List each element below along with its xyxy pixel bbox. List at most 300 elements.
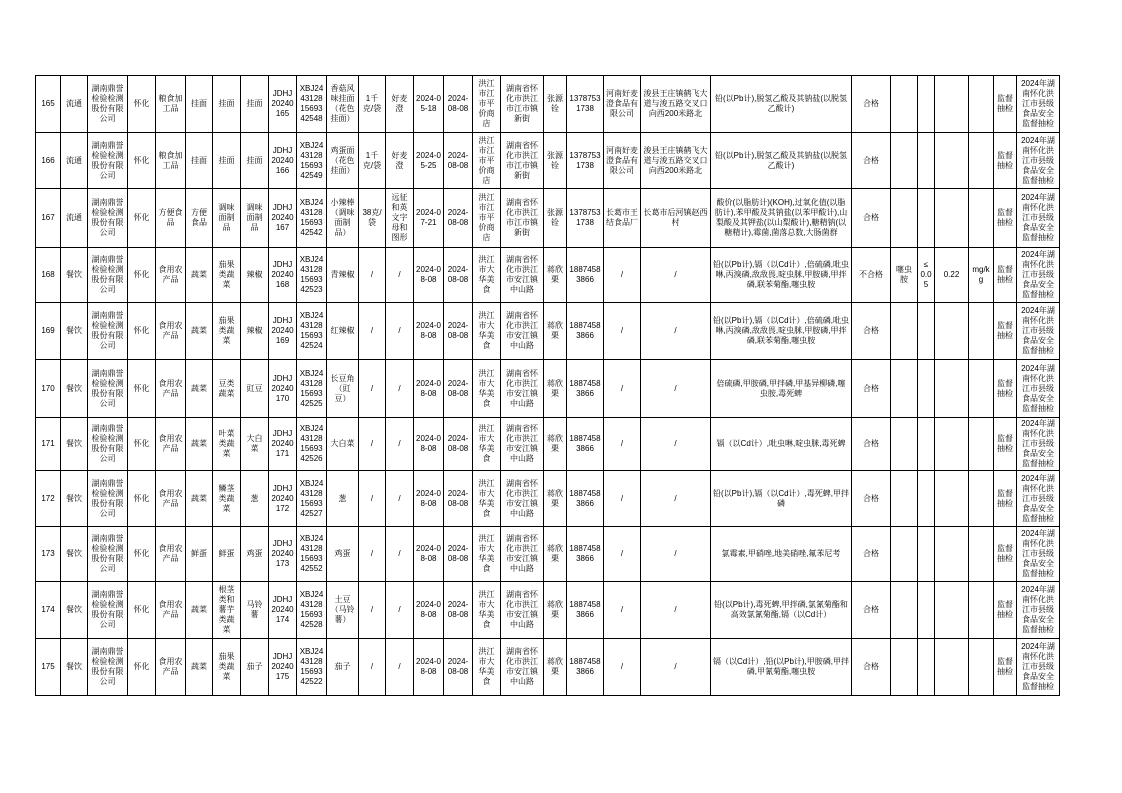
cell-producer-address: 浚县王庄镇鹤飞大道与浚五路交叉口向西200米路北 xyxy=(641,76,711,133)
cell-inspection-type: 监督抽检 xyxy=(994,248,1017,303)
cell-sample-name: 香菇风味挂面（花色挂面） xyxy=(327,76,359,133)
cell-producer: / xyxy=(604,248,641,303)
cell-measured-value: 0.22 xyxy=(935,248,969,303)
cell-standard-value xyxy=(918,303,935,360)
cell-sampled-unit-address: 湖南省怀化市洪江市安江镇中山路 xyxy=(501,418,544,471)
cell-measured-value xyxy=(935,527,969,582)
cell-brand: 远征和英文字母和图形 xyxy=(386,189,414,248)
cell-unit xyxy=(969,303,994,360)
cell-sample-no: XBJ24431281569342527 xyxy=(297,471,327,527)
cell-unit xyxy=(969,639,994,696)
cell-food-item: 挂面 xyxy=(241,133,269,189)
cell-failed-item xyxy=(891,639,918,696)
cell-contact-phone: 13787531738 xyxy=(567,133,604,189)
cell-spec: / xyxy=(359,248,386,303)
cell-brand: / xyxy=(386,360,414,418)
cell-food-item: 马铃薯 xyxy=(241,582,269,639)
cell-task-source: 2024年湖南怀化洪江市县级食品安全监督抽检 xyxy=(1017,133,1060,189)
cell-inspection-type: 监督抽检 xyxy=(994,527,1017,582)
cell-task-source: 2024年湖南怀化洪江市县级食品安全监督抽检 xyxy=(1017,582,1060,639)
cell-seq: 172 xyxy=(36,471,61,527)
inspection-results-table xyxy=(35,75,1060,696)
cell-task-no: JDHJ20240174 xyxy=(269,582,297,639)
cell-food-item: 辣椒 xyxy=(241,303,269,360)
cell-inspection-date: 2024-08-08 xyxy=(444,639,473,696)
cell-task-source: 2024年湖南怀化洪江市县级食品安全监督抽检 xyxy=(1017,189,1060,248)
cell-sampled-unit: 洪江市大华美食 xyxy=(473,418,501,471)
cell-sample-no: XBJ24431281569342525 xyxy=(297,360,327,418)
cell-food-type: 叶菜类蔬菜 xyxy=(213,418,241,471)
cell-producer-address: / xyxy=(641,360,711,418)
cell-standard-value xyxy=(918,582,935,639)
cell-seq: 165 xyxy=(36,76,61,133)
cell-conclusion: 合格 xyxy=(852,303,891,360)
cell-region: 怀化 xyxy=(128,639,156,696)
cell-brand: / xyxy=(386,582,414,639)
cell-task-no: JDHJ20240170 xyxy=(269,360,297,418)
cell-unit xyxy=(969,582,994,639)
cell-producer: / xyxy=(604,582,641,639)
cell-measured-value xyxy=(935,360,969,418)
cell-sampled-unit: 洪江市大华美食 xyxy=(473,360,501,418)
cell-producer: / xyxy=(604,471,641,527)
cell-sampling-link: 餐饮 xyxy=(61,360,88,418)
cell-producer: / xyxy=(604,360,641,418)
cell-task-no: JDHJ20240171 xyxy=(269,418,297,471)
cell-task-source: 2024年湖南怀化洪江市县级食品安全监督抽检 xyxy=(1017,248,1060,303)
cell-contact-phone: 18874583866 xyxy=(567,303,604,360)
cell-producer-address: / xyxy=(641,639,711,696)
cell-producer-address: / xyxy=(641,418,711,471)
cell-spec: / xyxy=(359,582,386,639)
cell-production-date: 2024-08-08 xyxy=(414,360,444,418)
cell-region: 怀化 xyxy=(128,248,156,303)
cell-production-date: 2024-08-08 xyxy=(414,639,444,696)
cell-inspection-org: 湖南鼎誉检验检测股份有限公司 xyxy=(88,582,128,639)
cell-inspection-type: 监督抽检 xyxy=(994,360,1017,418)
table-row xyxy=(36,582,1060,639)
cell-inspection-type: 监督抽检 xyxy=(994,189,1017,248)
cell-food-subcategory: 方便食品 xyxy=(186,189,213,248)
cell-failed-item xyxy=(891,360,918,418)
cell-sampled-unit-address: 湖南省怀化市洪江市安江镇中山路 xyxy=(501,639,544,696)
cell-contact-name: 蒋欣栗 xyxy=(544,471,567,527)
cell-seq: 170 xyxy=(36,360,61,418)
cell-failed-item xyxy=(891,471,918,527)
cell-food-type: 茄果类蔬菜 xyxy=(213,248,241,303)
cell-food-category: 食用农产品 xyxy=(156,303,186,360)
table-row xyxy=(36,76,1060,133)
cell-brand: / xyxy=(386,527,414,582)
cell-sampled-unit-address: 湖南省怀化市洪江市安江镇中山路 xyxy=(501,248,544,303)
cell-food-category: 食用农产品 xyxy=(156,418,186,471)
cell-sampled-unit-address: 湖南省怀化市洪江市安江镇中山路 xyxy=(501,582,544,639)
cell-sampled-unit-address: 湖南省怀化市洪江市江市镇新街 xyxy=(501,189,544,248)
table-row xyxy=(36,303,1060,360)
cell-inspection-items: 酸价(以脂肪计)(KOH),过氧化值(以脂肪计),苯甲酸及其钠盐(以苯甲酸计),山梨酸及其钾盐(以山梨酸计),糖精钠(以糖精计),霉菌,菌落总数,大肠菌群 xyxy=(711,189,852,248)
cell-standard-value xyxy=(918,471,935,527)
cell-inspection-items: 镉（以Cd计）,吡虫啉,啶虫脒,毒死蜱 xyxy=(711,418,852,471)
cell-unit xyxy=(969,471,994,527)
cell-failed-item xyxy=(891,76,918,133)
cell-standard-value xyxy=(918,639,935,696)
cell-food-category: 食用农产品 xyxy=(156,360,186,418)
cell-unit xyxy=(969,418,994,471)
cell-sample-no: XBJ24431281569342542 xyxy=(297,189,327,248)
cell-spec: / xyxy=(359,471,386,527)
cell-contact-name: 蒋欣栗 xyxy=(544,303,567,360)
cell-food-type: 豆类蔬菜 xyxy=(213,360,241,418)
cell-unit xyxy=(969,360,994,418)
cell-region: 怀化 xyxy=(128,418,156,471)
cell-sampled-unit-address: 湖南省怀化市洪江市江市镇新街 xyxy=(501,76,544,133)
cell-sampled-unit-address: 湖南省怀化市洪江市安江镇中山路 xyxy=(501,527,544,582)
cell-region: 怀化 xyxy=(128,133,156,189)
cell-sampling-link: 餐饮 xyxy=(61,248,88,303)
cell-unit xyxy=(969,133,994,189)
cell-contact-phone: 18874583866 xyxy=(567,360,604,418)
cell-food-category: 食用农产品 xyxy=(156,248,186,303)
cell-sampled-unit: 洪江市大华美食 xyxy=(473,248,501,303)
cell-inspection-type: 监督抽检 xyxy=(994,418,1017,471)
cell-task-no: JDHJ20240169 xyxy=(269,303,297,360)
cell-producer-address: / xyxy=(641,527,711,582)
cell-contact-name: 蒋欣栗 xyxy=(544,527,567,582)
cell-inspection-org: 湖南鼎誉检验检测股份有限公司 xyxy=(88,303,128,360)
cell-sampled-unit-address: 湖南省怀化市洪江市安江镇中山路 xyxy=(501,360,544,418)
cell-region: 怀化 xyxy=(128,189,156,248)
cell-contact-phone: 18874583866 xyxy=(567,639,604,696)
cell-seq: 169 xyxy=(36,303,61,360)
cell-spec: 38克/袋 xyxy=(359,189,386,248)
cell-inspection-date: 2024-08-08 xyxy=(444,360,473,418)
cell-sampling-link: 流通 xyxy=(61,76,88,133)
cell-inspection-items: 铅(以Pb计),镉（以Cd计）,倍硫磷,吡虫啉,丙溴磷,敌敌畏,啶虫脒,甲胺磷,甲拌磷,联苯菊酯,噻虫胺 xyxy=(711,248,852,303)
cell-region: 怀化 xyxy=(128,582,156,639)
cell-food-type: 挂面 xyxy=(213,76,241,133)
cell-inspection-items: 铅(以Pb计),镉（以Cd计）,毒死蜱,甲拌磷 xyxy=(711,471,852,527)
cell-failed-item xyxy=(891,303,918,360)
cell-task-source: 2024年湖南怀化洪江市县级食品安全监督抽检 xyxy=(1017,76,1060,133)
cell-contact-name: 蒋欣栗 xyxy=(544,360,567,418)
cell-sample-name: 鸡蛋 xyxy=(327,527,359,582)
cell-production-date: 2024-05-25 xyxy=(414,133,444,189)
cell-sample-no: XBJ24431281569342526 xyxy=(297,418,327,471)
cell-conclusion: 合格 xyxy=(852,418,891,471)
cell-measured-value xyxy=(935,189,969,248)
cell-producer-address: / xyxy=(641,248,711,303)
cell-task-source: 2024年湖南怀化洪江市县级食品安全监督抽检 xyxy=(1017,471,1060,527)
cell-measured-value xyxy=(935,303,969,360)
cell-measured-value xyxy=(935,471,969,527)
cell-inspection-type: 监督抽检 xyxy=(994,303,1017,360)
cell-task-no: JDHJ20240166 xyxy=(269,133,297,189)
cell-sample-name: 长豆角（豇豆） xyxy=(327,360,359,418)
cell-spec: / xyxy=(359,639,386,696)
cell-standard-value xyxy=(918,133,935,189)
cell-spec: / xyxy=(359,303,386,360)
cell-sampling-link: 餐饮 xyxy=(61,418,88,471)
cell-inspection-date: 2024-08-08 xyxy=(444,527,473,582)
cell-unit xyxy=(969,527,994,582)
cell-seq: 174 xyxy=(36,582,61,639)
cell-food-type: 挂面 xyxy=(213,133,241,189)
cell-task-no: JDHJ20240165 xyxy=(269,76,297,133)
table-row xyxy=(36,133,1060,189)
cell-region: 怀化 xyxy=(128,527,156,582)
cell-task-source: 2024年湖南怀化洪江市县级食品安全监督抽检 xyxy=(1017,639,1060,696)
cell-food-item: 豇豆 xyxy=(241,360,269,418)
cell-producer: / xyxy=(604,527,641,582)
cell-inspection-date: 2024-08-08 xyxy=(444,76,473,133)
cell-standard-value xyxy=(918,76,935,133)
cell-inspection-date: 2024-08-08 xyxy=(444,582,473,639)
cell-sampled-unit: 洪江市大华美食 xyxy=(473,527,501,582)
cell-food-item: 茄子 xyxy=(241,639,269,696)
cell-contact-name: 蒋欣栗 xyxy=(544,582,567,639)
cell-inspection-org: 湖南鼎誉检验检测股份有限公司 xyxy=(88,76,128,133)
cell-seq: 167 xyxy=(36,189,61,248)
cell-inspection-items: 倍硫磷,甲胺磷,甲拌磷,甲基异柳磷,噻虫胺,毒死蜱 xyxy=(711,360,852,418)
cell-producer: 长葛市王结食品厂 xyxy=(604,189,641,248)
cell-food-type: 茄果类蔬菜 xyxy=(213,639,241,696)
cell-food-type: 鳞茎类蔬菜 xyxy=(213,471,241,527)
cell-inspection-type: 监督抽检 xyxy=(994,582,1017,639)
cell-measured-value xyxy=(935,76,969,133)
cell-food-category: 食用农产品 xyxy=(156,527,186,582)
cell-contact-phone: 18874583866 xyxy=(567,582,604,639)
cell-food-type: 茄果类蔬菜 xyxy=(213,303,241,360)
cell-contact-name: 蒋欣栗 xyxy=(544,639,567,696)
cell-inspection-date: 2024-08-08 xyxy=(444,418,473,471)
cell-sampling-link: 流通 xyxy=(61,189,88,248)
cell-inspection-items: 铅(以Pb计),毒死蜱,甲拌磷,氯氰菊酯和高效氯氰菊酯,镉（以Cd计） xyxy=(711,582,852,639)
cell-sampling-link: 流通 xyxy=(61,133,88,189)
cell-food-subcategory: 蔬菜 xyxy=(186,582,213,639)
cell-inspection-type: 监督抽检 xyxy=(994,471,1017,527)
cell-seq: 166 xyxy=(36,133,61,189)
cell-food-type: 鲜蛋 xyxy=(213,527,241,582)
cell-food-item: 调味面制品 xyxy=(241,189,269,248)
cell-production-date: 2024-08-08 xyxy=(414,248,444,303)
cell-task-source: 2024年湖南怀化洪江市县级食品安全监督抽检 xyxy=(1017,360,1060,418)
cell-contact-phone: 18874583866 xyxy=(567,471,604,527)
cell-standard-value xyxy=(918,527,935,582)
cell-inspection-org: 湖南鼎誉检验检测股份有限公司 xyxy=(88,248,128,303)
table-row xyxy=(36,639,1060,696)
cell-production-date: 2024-08-08 xyxy=(414,582,444,639)
cell-spec: 1千克/袋 xyxy=(359,76,386,133)
cell-inspection-org: 湖南鼎誉检验检测股份有限公司 xyxy=(88,360,128,418)
cell-inspection-org: 湖南鼎誉检验检测股份有限公司 xyxy=(88,471,128,527)
cell-food-subcategory: 挂面 xyxy=(186,133,213,189)
cell-sample-no: XBJ24431281569342552 xyxy=(297,527,327,582)
cell-inspection-org: 湖南鼎誉检验检测股份有限公司 xyxy=(88,639,128,696)
cell-food-category: 粮食加工品 xyxy=(156,133,186,189)
cell-inspection-org: 湖南鼎誉检验检测股份有限公司 xyxy=(88,133,128,189)
cell-region: 怀化 xyxy=(128,360,156,418)
cell-inspection-date: 2024-08-08 xyxy=(444,248,473,303)
cell-sample-name: 青辣椒 xyxy=(327,248,359,303)
cell-failed-item xyxy=(891,189,918,248)
cell-standard-value xyxy=(918,360,935,418)
cell-producer: / xyxy=(604,418,641,471)
cell-sampling-link: 餐饮 xyxy=(61,639,88,696)
cell-unit xyxy=(969,76,994,133)
cell-conclusion: 合格 xyxy=(852,133,891,189)
cell-food-category: 食用农产品 xyxy=(156,582,186,639)
cell-food-item: 辣椒 xyxy=(241,248,269,303)
table-row xyxy=(36,248,1060,303)
cell-measured-value xyxy=(935,639,969,696)
cell-standard-value xyxy=(918,418,935,471)
cell-food-subcategory: 蔬菜 xyxy=(186,418,213,471)
table-row xyxy=(36,360,1060,418)
cell-contact-name: 张源铨 xyxy=(544,189,567,248)
cell-brand: 好麦澄 xyxy=(386,76,414,133)
table-row xyxy=(36,189,1060,248)
cell-producer: 河南好麦澄食品有限公司 xyxy=(604,133,641,189)
cell-sample-name: 大白菜 xyxy=(327,418,359,471)
cell-conclusion: 合格 xyxy=(852,76,891,133)
cell-brand: / xyxy=(386,471,414,527)
cell-inspection-org: 湖南鼎誉检验检测股份有限公司 xyxy=(88,189,128,248)
cell-inspection-type: 监督抽检 xyxy=(994,76,1017,133)
cell-contact-name: 蒋欣栗 xyxy=(544,418,567,471)
cell-contact-phone: 13787531738 xyxy=(567,189,604,248)
cell-task-source: 2024年湖南怀化洪江市县级食品安全监督抽检 xyxy=(1017,527,1060,582)
cell-unit xyxy=(969,189,994,248)
cell-region: 怀化 xyxy=(128,76,156,133)
cell-region: 怀化 xyxy=(128,303,156,360)
cell-sampled-unit: 洪江市大华美食 xyxy=(473,303,501,360)
cell-sampled-unit: 洪江市大华美食 xyxy=(473,639,501,696)
cell-measured-value xyxy=(935,418,969,471)
cell-sample-no: XBJ24431281569342549 xyxy=(297,133,327,189)
cell-task-no: JDHJ20240175 xyxy=(269,639,297,696)
cell-contact-name: 张源铨 xyxy=(544,76,567,133)
cell-inspection-items: 铅(以Pb计),脱氢乙酸及其钠盐(以脱氢乙酸计) xyxy=(711,133,852,189)
cell-brand: 好麦澄 xyxy=(386,133,414,189)
cell-conclusion: 不合格 xyxy=(852,248,891,303)
cell-sampling-link: 餐饮 xyxy=(61,471,88,527)
cell-sample-name: 土豆（马铃薯） xyxy=(327,582,359,639)
cell-inspection-date: 2024-08-08 xyxy=(444,189,473,248)
cell-inspection-org: 湖南鼎誉检验检测股份有限公司 xyxy=(88,418,128,471)
cell-inspection-date: 2024-08-08 xyxy=(444,133,473,189)
cell-food-subcategory: 蔬菜 xyxy=(186,360,213,418)
cell-failed-item xyxy=(891,418,918,471)
cell-sample-no: XBJ24431281569342548 xyxy=(297,76,327,133)
cell-sample-no: XBJ24431281569342524 xyxy=(297,303,327,360)
cell-sampled-unit-address: 湖南省怀化市洪江市安江镇中山路 xyxy=(501,303,544,360)
cell-sampling-link: 餐饮 xyxy=(61,582,88,639)
cell-contact-phone: 18874583866 xyxy=(567,248,604,303)
cell-sample-no: XBJ24431281569342523 xyxy=(297,248,327,303)
cell-food-type: 根茎类和薯芋类蔬菜 xyxy=(213,582,241,639)
cell-contact-name: 蒋欣栗 xyxy=(544,248,567,303)
cell-food-subcategory: 蔬菜 xyxy=(186,303,213,360)
cell-sampled-unit: 洪江市江市平价商店 xyxy=(473,189,501,248)
cell-sample-no: XBJ24431281569342522 xyxy=(297,639,327,696)
cell-task-source: 2024年湖南怀化洪江市县级食品安全监督抽检 xyxy=(1017,418,1060,471)
cell-inspection-type: 监督抽检 xyxy=(994,639,1017,696)
cell-production-date: 2024-05-18 xyxy=(414,76,444,133)
cell-failed-item xyxy=(891,133,918,189)
cell-inspection-items: 铅(以Pb计),镉（以Cd计）,倍硫磷,吡虫啉,丙溴磷,敌敌畏,啶虫脒,甲胺磷,甲拌磷,联苯菊酯,噻虫胺 xyxy=(711,303,852,360)
cell-food-category: 方便食品 xyxy=(156,189,186,248)
cell-spec: 1千克/袋 xyxy=(359,133,386,189)
cell-sampled-unit-address: 湖南省怀化市洪江市安江镇中山路 xyxy=(501,471,544,527)
cell-food-subcategory: 蔬菜 xyxy=(186,248,213,303)
cell-conclusion: 合格 xyxy=(852,527,891,582)
cell-inspection-date: 2024-08-08 xyxy=(444,303,473,360)
cell-contact-phone: 18874583866 xyxy=(567,527,604,582)
cell-food-subcategory: 挂面 xyxy=(186,76,213,133)
cell-unit: mg/kg xyxy=(969,248,994,303)
cell-producer-address: 浚县王庄镇鹤飞大道与浚五路交叉口向西200米路北 xyxy=(641,133,711,189)
cell-food-category: 食用农产品 xyxy=(156,639,186,696)
cell-sample-name: 红辣椒 xyxy=(327,303,359,360)
cell-seq: 168 xyxy=(36,248,61,303)
inspection-table-body xyxy=(36,76,1060,696)
cell-seq: 171 xyxy=(36,418,61,471)
cell-food-item: 挂面 xyxy=(241,76,269,133)
cell-producer-address: / xyxy=(641,303,711,360)
cell-producer-address: 长葛市后河镇赵西村 xyxy=(641,189,711,248)
cell-brand: / xyxy=(386,418,414,471)
table-row xyxy=(36,471,1060,527)
cell-task-no: JDHJ20240167 xyxy=(269,189,297,248)
cell-sampled-unit: 洪江市江市平价商店 xyxy=(473,133,501,189)
cell-producer: / xyxy=(604,303,641,360)
cell-sampling-link: 餐饮 xyxy=(61,527,88,582)
cell-contact-phone: 18874583866 xyxy=(567,418,604,471)
cell-failed-item xyxy=(891,582,918,639)
cell-food-subcategory: 蔬菜 xyxy=(186,471,213,527)
cell-production-date: 2024-07-21 xyxy=(414,189,444,248)
cell-contact-name: 张源铨 xyxy=(544,133,567,189)
cell-food-subcategory: 蔬菜 xyxy=(186,639,213,696)
cell-inspection-type: 监督抽检 xyxy=(994,133,1017,189)
cell-conclusion: 合格 xyxy=(852,582,891,639)
cell-inspection-org: 湖南鼎誉检验检测股份有限公司 xyxy=(88,527,128,582)
cell-sample-name: 茄子 xyxy=(327,639,359,696)
cell-inspection-date: 2024-08-08 xyxy=(444,471,473,527)
cell-brand: / xyxy=(386,303,414,360)
cell-task-no: JDHJ20240172 xyxy=(269,471,297,527)
cell-brand: / xyxy=(386,639,414,696)
cell-producer: / xyxy=(604,639,641,696)
cell-seq: 175 xyxy=(36,639,61,696)
cell-conclusion: 合格 xyxy=(852,471,891,527)
cell-production-date: 2024-08-08 xyxy=(414,418,444,471)
cell-contact-phone: 13787531738 xyxy=(567,76,604,133)
cell-standard-value: ≤ 0.05 xyxy=(918,248,935,303)
cell-inspection-items: 氯霉素,甲硝唑,地美硝唑,氟苯尼考 xyxy=(711,527,852,582)
cell-sample-name: 葱 xyxy=(327,471,359,527)
cell-inspection-items: 镉（以Cd计）,铅(以Pb计),甲胺磷,甲拌磷,甲氰菊酯,噻虫胺 xyxy=(711,639,852,696)
cell-food-item: 葱 xyxy=(241,471,269,527)
cell-food-category: 食用农产品 xyxy=(156,471,186,527)
cell-task-no: JDHJ20240173 xyxy=(269,527,297,582)
cell-sample-name: 小辣棒（调味面制品） xyxy=(327,189,359,248)
cell-production-date: 2024-08-08 xyxy=(414,527,444,582)
cell-producer-address: / xyxy=(641,582,711,639)
cell-sample-no: XBJ24431281569342528 xyxy=(297,582,327,639)
table-row xyxy=(36,527,1060,582)
cell-conclusion: 合格 xyxy=(852,189,891,248)
